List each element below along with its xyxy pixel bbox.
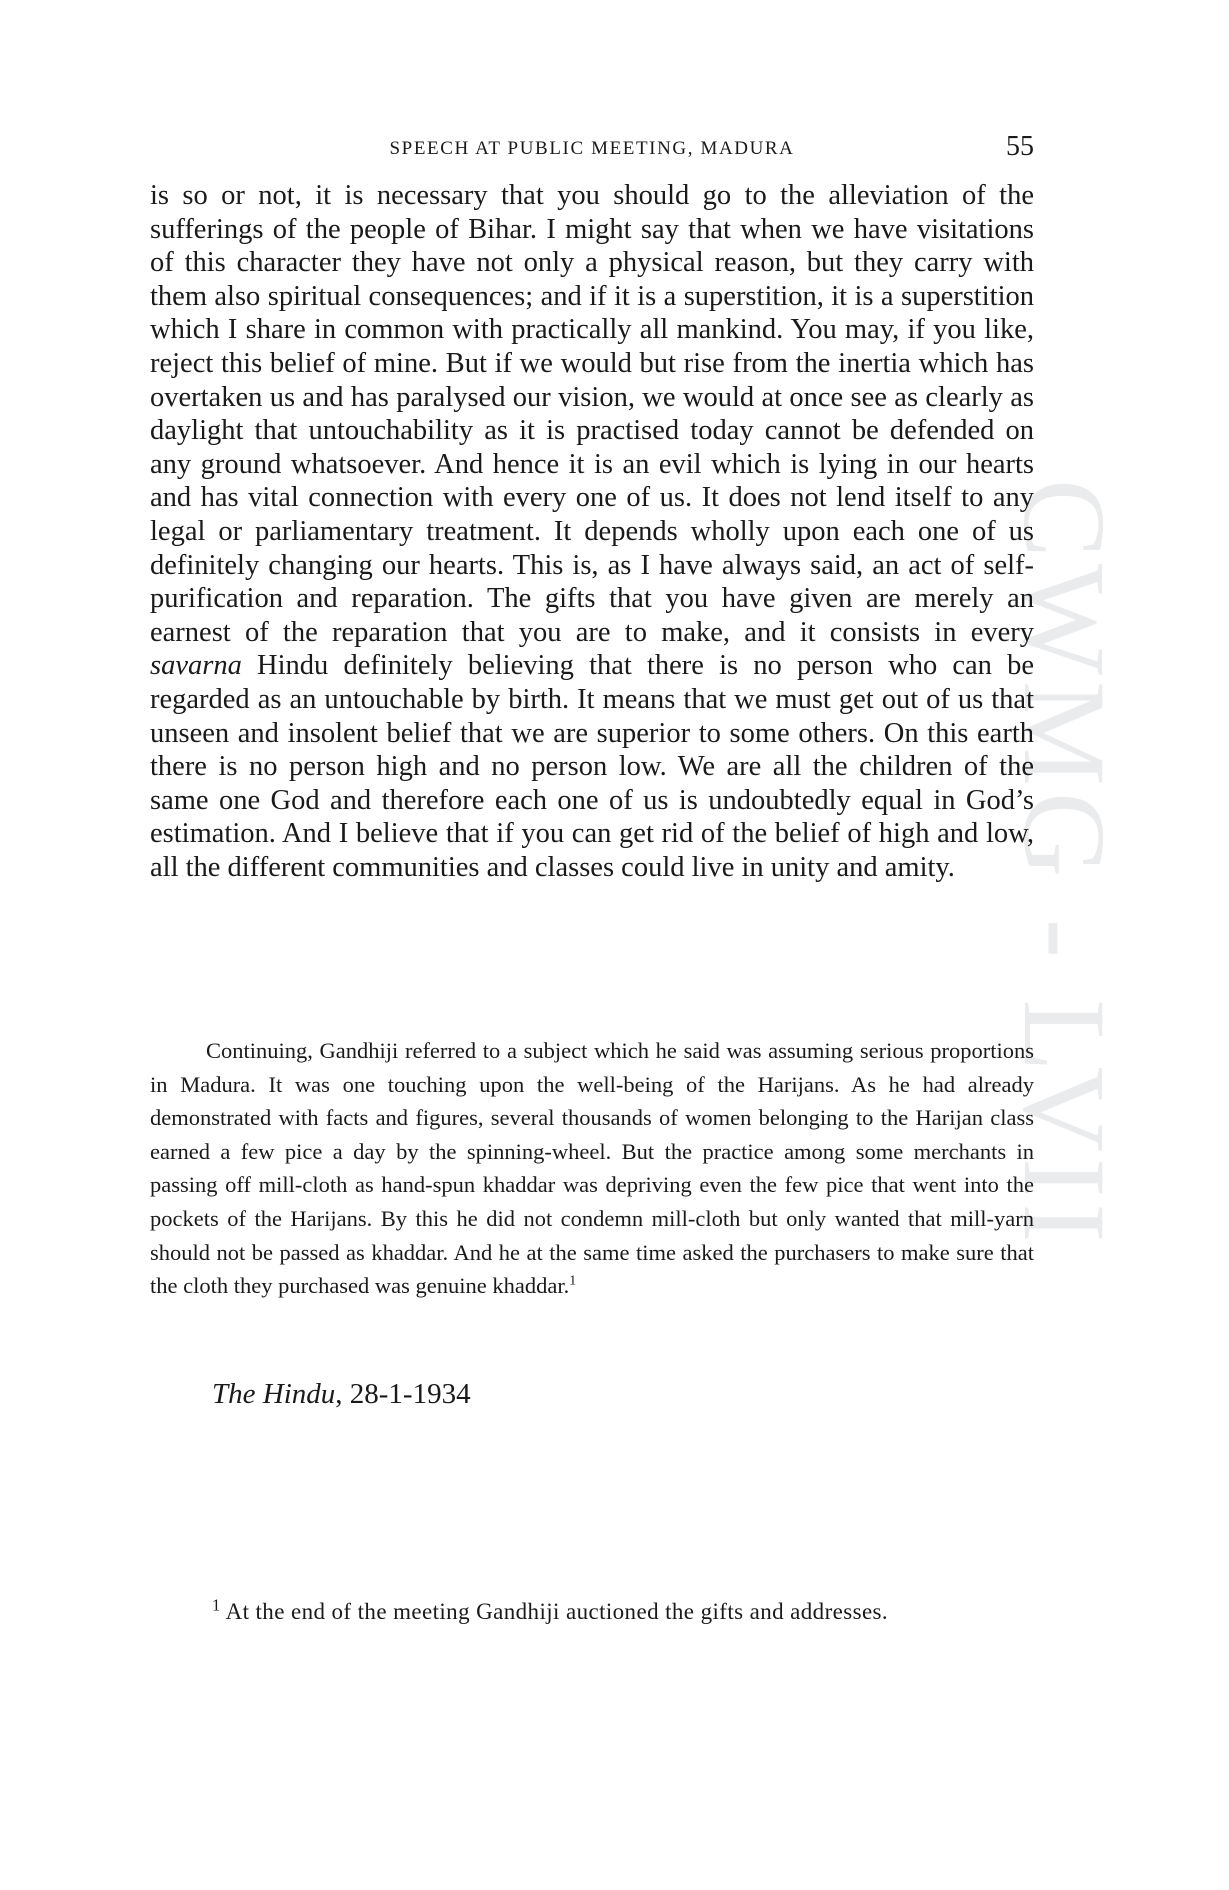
source-citation: [212, 1378, 471, 1411]
watermark: [999, 479, 1172, 1409]
source-publication: The Hindu: [212, 1378, 336, 1410]
footnote-text: At the end of the meeting Gandhiji auctioned the gifts and addresses.: [220, 1599, 889, 1624]
speech-text-part2: Hindu definitely believing that there is no person who can be regarded as an untouchable by birth. It means that we must get out of us that unseen and insolent belief that we are superior to some others. On this earth there is no person high and no person low. We are all the children of the same one God and therefore each one of us is undoubtedly equal in God’s estimation. And I believe that if you can get rid of the belief of high and low, all the different communities and classes could live in unity and amity.: [150, 650, 1035, 883]
report-text: Continuing, Gandhiji referred to a subject which he said was assuming serious proportions in Madura. It was one touching upon the well-being of the Harijans. As he had already demonstrated with facts and figures, several thousands of women belonging to the Harijan class earned a few pice a day by the spinning-wheel. But the practice among some merchants in passing off mill-cloth as hand-spun khaddar was depriving even the few pice that went into the pockets of the Harijans. By this he did not condemn mill-cloth but only wanted that mill-yarn should not be passed as khaddar. And he at the same time asked the purchasers to make sure that the cloth they purchased was genuine khaddar.: [150, 1038, 1034, 1299]
running-title: SPEECH AT PUBLIC MEETING, MADURA: [389, 138, 795, 159]
speech-paragraph: [150, 179, 1034, 884]
page-number: 55: [1006, 131, 1034, 162]
italic-term: savarna: [150, 650, 242, 682]
report-paragraph: [150, 1034, 1034, 1303]
footnote-marker: 1: [212, 1595, 221, 1615]
footnote: [212, 1595, 889, 1625]
source-date: , 28-1-1934: [335, 1378, 471, 1410]
footnote-reference: 1: [569, 1273, 577, 1289]
running-header: [150, 128, 1034, 168]
speech-text-part1: is so or not, it is necessary that you should go to the alleviation of the sufferings of the people of Bihar. I might say that when we have visitations of this character they have not only a physical reason, but they carry with them also spiritual consequences; and if it is a superstition, it is a superstition which I share in common with practically all mankind. You may, if you like, reject this belief of mine. But if we would but rise from the inertia which has overtaken us and has paralysed our vision, we would at once see as clearly as daylight that untouchability as it is practised today cannot be defended on any ground whatsoever. And hence it is an evil which is lying in our hearts and has vital connection with every one of us. It does not lend itself to any legal or parliamentary treatment. It depends wholly upon each one of us definitely changing our hearts. This is, as I have always said, an act of self-purification and reparation. The gifts that you have given are merely an earnest of the reparation that you are to make, and it consists in every: [150, 180, 1034, 648]
watermark-text: CWMG - LVII: [999, 479, 1130, 1249]
